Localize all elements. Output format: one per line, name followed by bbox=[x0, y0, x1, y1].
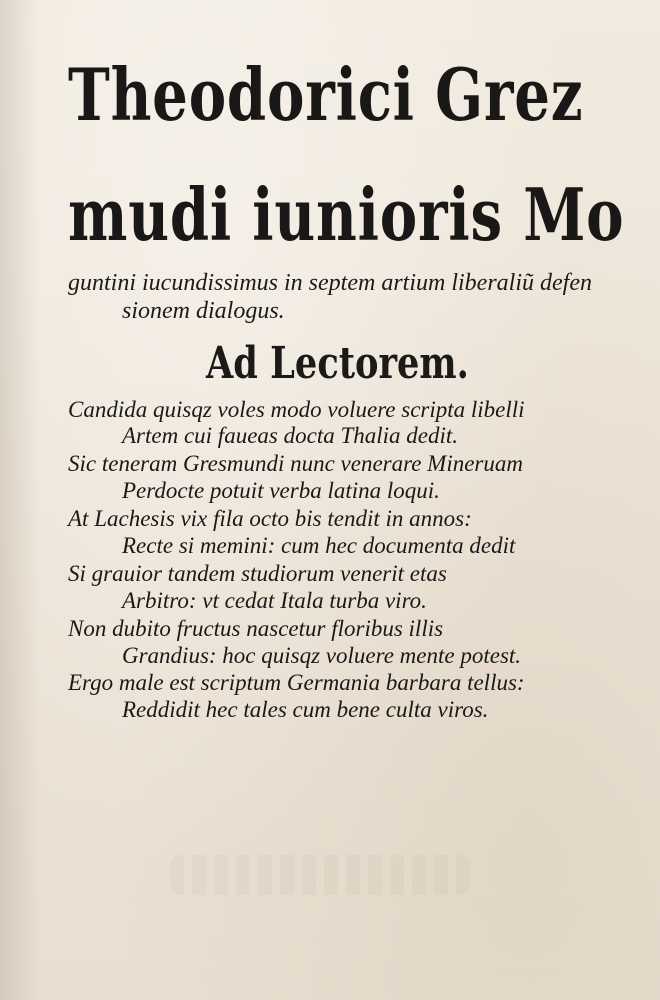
verse-line-4: Perdocte potuit verba latina loqui. bbox=[122, 478, 440, 503]
section-heading: Ad Lectorem. bbox=[206, 338, 469, 389]
title-line-2: mudi iunioris Mo bbox=[68, 172, 625, 257]
verse-line-2: Artem cui faueas docta Thalia dedit. bbox=[122, 423, 459, 448]
verse-line-11: Ergo male est scriptum Germania barbara tellus: bbox=[68, 670, 525, 695]
title-line-1: Theodorici Grez bbox=[68, 52, 584, 137]
verse-line-8: Arbitro: vt cedat Itala turba viro. bbox=[122, 588, 427, 613]
verse-line-7: Si grauior tandem studiorum venerit etas bbox=[68, 561, 447, 586]
spine-shadow bbox=[0, 0, 40, 1000]
verse-line-6: Recte si memini: cum hec documenta dedit bbox=[122, 533, 516, 558]
verse-line-9: Non dubito fructus nascetur floribus illis bbox=[68, 616, 444, 641]
show-through-shadow bbox=[170, 855, 470, 895]
verse-line-1: Candida quisqz voles modo voluere scripta libelli bbox=[68, 397, 525, 422]
subtitle-line-1: guntini iucundissimus in septem artium liberaliũ defen bbox=[68, 270, 592, 296]
verse-line-5: At Lachesis vix fila octo bis tendit in annos: bbox=[68, 506, 472, 531]
subtitle-line-2: sionem dialogus. bbox=[122, 298, 285, 324]
verse-line-3: Sic teneram Gresmundi nunc venerare Mineruam bbox=[68, 451, 523, 476]
verse-line-10: Grandius: hoc quisqz voluere mente potest. bbox=[122, 643, 522, 668]
verse-line-12: Reddidit hec tales cum bene culta viros. bbox=[122, 697, 489, 722]
